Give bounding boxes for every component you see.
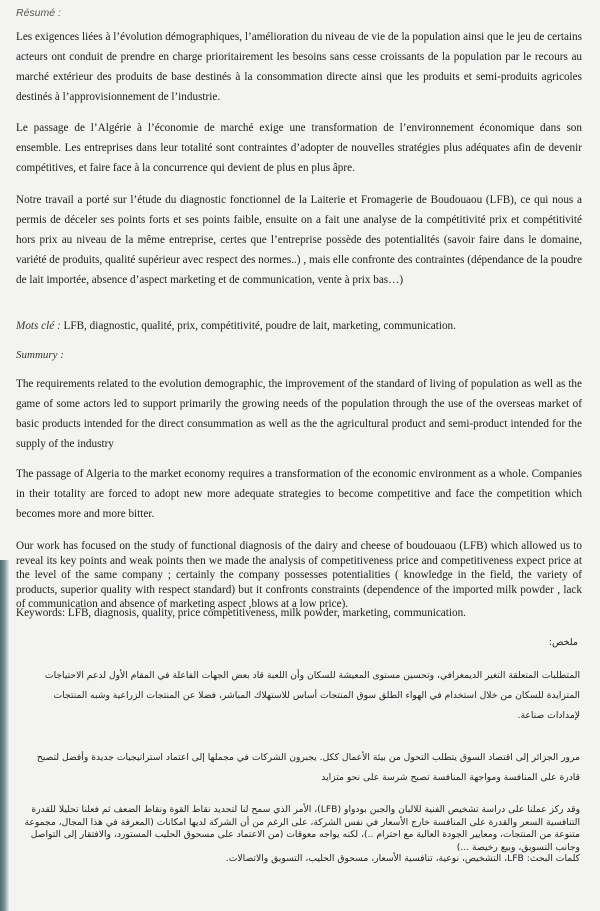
summary-paragraph-1: The requirements related to the evolution demographic, the improvement of the standard of living of population as well as the game of some actors led to support primarily the growing needs of the population through the use of the overseas market of basic products intended for the direct consummation as well as the the agricultural product and semi-product intended for the supply of the industry — [16, 378, 582, 450]
resume-keywords-label: Mots clé : — [16, 320, 61, 332]
arabic-paragraph-3: وقد ركز عملنا على دراسة تشخيص الفنية للالبان والجبن بودواو (LFB)، الأمر الذي سمح لنا لتحديد نقاط القوة ونقاط الضعف ثم فعلنا تحليلا للقدرة التنافسية السعر والقدرة على المنافسة خارج الأسعار في نفس الشركة، على الرغم من أن الشركة لديها امكانات (المعرفة في هذا المجال، مجموعة متنوعة من المنتجات، ومعايير الجودة العالية مع احترام ..)، لكنه يواجه معوقات (من الاعتماد على مسحوق الحليب المستورد، والافتقار إلى التواصل وجانب التسويق، وبيع رخيصة ...) — [24, 804, 580, 853]
resume-keywords-text: LFB, diagnostic, qualité, prix, compétitivité, poudre de lait, marketing, communication. — [63, 320, 456, 332]
arabic-paragraph-1: المتطلبات المتعلقة التغير الديمغرافي، وتحسين مستوى المعيشة للسكان وأن اللعبة قاد بعض الجهات الفاعلة في المقام الأول لدعم الاحتياجات المتزايدة للسكان من خلال استخدام في الهواء الطلق سوق المنتجات أساس للاستهلاك المباشر، فضلا عن المنتجات الزراعية وشبه المنتجات لإمدادات صناعة. — [44, 670, 580, 721]
resume-paragraph-3: Notre travail a porté sur l’étude du diagnostic fonctionnel de la Laiterie et Fromagerie de Boudouaou (LFB), ce qui nous a permis de déceler ses points forts et ses points faible, ensuite on a fait une analyse de la compétitivité prix et compétitivité hors prix au niveau de la même entreprise, certes que l’entreprise possède des potentialités (savoir faire dans le domaine, variété de produits, qualité supérieur avec respect des normes..) , mais elle confronte des contraintes (dépendance de la poudre de lait importée, absence d’aspect marketing et de communication, vente à prix bas…) — [16, 194, 582, 286]
summary-paragraph-2: The passage of Algeria to the market economy requires a transformation of the economic environment as a whole. Companies in their totality are forced to adopt new more adequate strategies to become competitive and face the competition which becomes more and more bitter. — [16, 468, 582, 520]
arabic-heading: ملخص: — [548, 637, 578, 648]
resume-paragraph-1: Les exigences liées à l’évolution démographiques, l’amélioration du niveau de vie de la population ainsi que le jeu de certains acteurs ont conduit de prendre en charge prioritairement les besoins sans cesse croissants de la population par le recours au marché extérieur des produits de base destinés à la consommation directe ainsi que les produits et semi-produits agricoles destinés à l’approvisionnement de l’industrie. — [16, 31, 582, 103]
resume-paragraph-2: Le passage de l’Algérie à l’économie de marché exige une transformation de l’environnement économique dans son ensemble. Les entreprises dans leur totalité sont contraintes d’adopter de nouvelles stratégies plus adéquates afin de devenir compétitives, et faire face à la concurrence qui devient de plus en plus âpre. — [16, 122, 582, 174]
resume-heading: Résumé : — [16, 7, 61, 19]
arabic-paragraph-2: مرور الجزائر إلى اقتصاد السوق يتطلب التحول من بيئة الأعمال ككل. يجبرون الشركات في مجملها إلى اعتماد استراتيجيات جديدة وأفضل لتصبح قادرة على المنافسة ومواجهة المنافسة تصبح شرسة على نحو متزايد — [36, 752, 580, 783]
resume-keywords — [16, 316, 582, 336]
arabic-keywords: كلمات البحث: LFB، التشخيص، نوعية، تنافسية الأسعار، مسحوق الحليب، التسويق والاتصالات. — [225, 853, 580, 864]
summary-keywords: Keywords: LFB, diagnosis, quality, price competitiveness, milk powder, marketing, communication. — [16, 607, 466, 619]
summary-heading: Summury : — [16, 349, 64, 361]
summary-paragraph-3: Our work has focused on the study of functional diagnosis of the dairy and cheese of boudouaou (LFB) which allowed us to reveal its key points and weak points then we made the analysis of competitiveness price and competitiveness expect price at the level of the same company ; certainly the company possesses potentialities ( knowledge in the field, the variety of products, superior quality with respect standard) but it confronts constraints (dependence of the imported milk powder , lack of communication and absence of marketing aspect ,blows at a low price). — [16, 540, 582, 610]
